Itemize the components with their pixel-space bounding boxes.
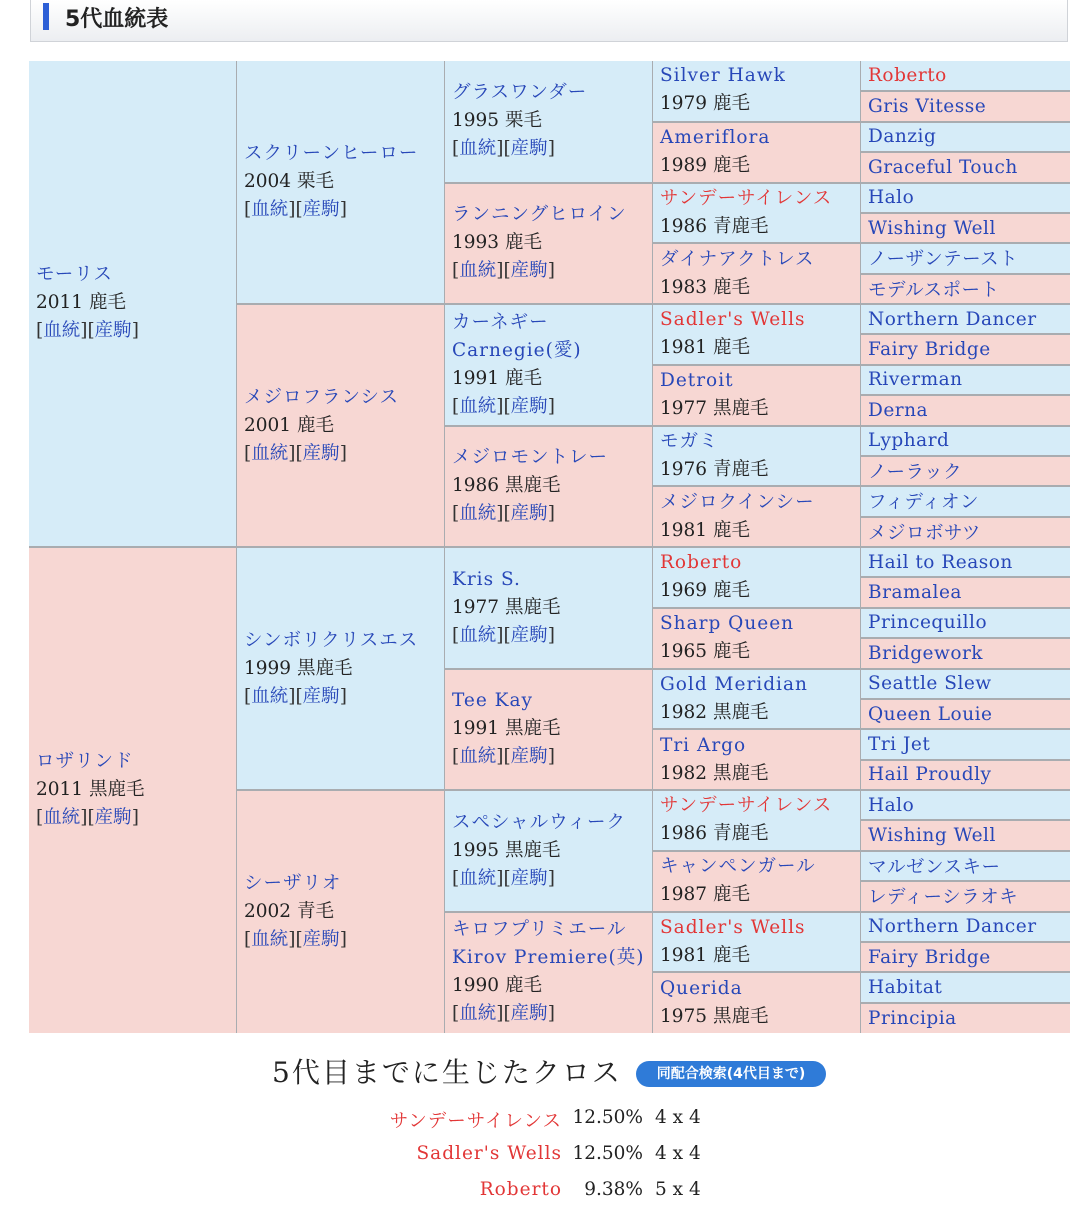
cross-generation: 4 x 4 [655, 1107, 701, 1128]
horse-name-link[interactable]: Sadler's Wells [660, 916, 806, 938]
pedigree-cell-gen5 [861, 487, 1070, 515]
horse-birth-color: 2001 鹿毛 [244, 414, 334, 436]
horse-name-link[interactable]: シンボリクリスエス [244, 629, 419, 651]
offspring-link[interactable]: 産駒 [510, 624, 548, 646]
pedigree-cell-gen5 [861, 548, 1070, 576]
horse-birth-color: 1999 黒鹿毛 [244, 657, 353, 679]
pedigree-cell-gen5 [861, 730, 1070, 758]
pedigree-cell-gen4 [653, 609, 860, 668]
horse-name-link[interactable]: モーリス [36, 264, 113, 285]
horse-links [244, 196, 440, 224]
horse-name-link[interactable]: Habitat [868, 976, 943, 998]
cross-row [0, 1179, 1088, 1207]
horse-name-link[interactable]: マルゼンスキー [868, 856, 1001, 878]
horse-name-link[interactable]: Danzig [868, 126, 937, 148]
horse-info [452, 687, 648, 771]
horse-name-link[interactable]: Seattle Slew [868, 673, 992, 695]
horse-name-link[interactable]: グラスワンダー [452, 81, 588, 103]
horse-name-link[interactable]: Lyphard [868, 430, 950, 452]
bracket: [ [452, 137, 460, 159]
pedigree-link[interactable]: 血統 [459, 503, 497, 525]
horse-birth-color: 1965 鹿毛 [660, 641, 750, 663]
cross-horse-name[interactable]: サンデーサイレンス [389, 1111, 562, 1132]
horse-name-link[interactable]: Bramalea [868, 582, 962, 604]
bracket: ][ [496, 867, 511, 889]
bracket: [ [244, 442, 252, 464]
pedigree-cell-gen4 [653, 366, 860, 425]
bracket: [ [452, 503, 460, 525]
pedigree-cell-gen5 [861, 153, 1070, 181]
pedigree-cell-gen5 [861, 821, 1070, 849]
horse-links [452, 500, 648, 528]
offspring-link[interactable]: 産駒 [302, 685, 340, 707]
pedigree-cell-gen4 [653, 244, 860, 303]
horse-links [452, 1000, 648, 1028]
horse-name-link[interactable]: Detroit [660, 370, 734, 392]
horse-name-link[interactable]: Halo [868, 794, 915, 816]
horse-birth-color: 1987 鹿毛 [660, 884, 750, 906]
horse-info [660, 975, 856, 1031]
bracket: ][ [496, 395, 511, 417]
pedigree-cell-gen5 [861, 244, 1070, 272]
offspring-link[interactable]: 産駒 [302, 198, 340, 220]
horse-birth-color: 2011 黒鹿毛 [36, 779, 145, 800]
horse-name-link[interactable]: Bridgework [868, 642, 984, 664]
horse-info [660, 185, 856, 241]
horse-name-link[interactable]: Derna [868, 399, 929, 421]
bracket: ] [547, 867, 555, 889]
horse-links [452, 257, 648, 285]
bracket: ][ [80, 807, 95, 828]
horse-birth-color: 1991 黒鹿毛 [452, 718, 561, 740]
horse-info [660, 671, 856, 727]
bracket: ][ [288, 928, 303, 950]
horse-birth-color: 1981 鹿毛 [660, 519, 750, 541]
pedigree-cell-gen4 [653, 184, 860, 243]
bracket: ] [339, 685, 347, 707]
offspring-link[interactable]: 産駒 [94, 807, 132, 828]
bracket: ][ [496, 503, 511, 525]
horse-name-link[interactable]: ランニングヒロイン [452, 204, 627, 226]
offspring-link[interactable]: 産駒 [510, 503, 548, 525]
pedigree-cell-gen5 [861, 214, 1070, 242]
horse-name-link[interactable]: Gold Meridian [660, 673, 808, 695]
horse-name-link[interactable]: Tri Argo [660, 734, 747, 756]
horse-birth-color: 1977 黒鹿毛 [660, 398, 769, 420]
horse-info [660, 489, 856, 545]
bracket: ] [339, 198, 347, 220]
pedigree-cell-gen5 [861, 396, 1070, 424]
bracket: ] [131, 320, 139, 341]
horse-info [660, 306, 856, 362]
horse-name-link[interactable]: ノーザンテースト [868, 249, 1019, 271]
horse-name-link[interactable]: Kris S. [452, 568, 521, 590]
pedigree-cell-gen2 [237, 305, 444, 546]
page-title: 5代血統表 [65, 7, 169, 32]
offspring-link[interactable]: 産駒 [510, 260, 548, 282]
pedigree-cell-gen5 [861, 518, 1070, 546]
horse-birth-color: 1986 黒鹿毛 [452, 475, 561, 497]
cross-percent: 9.38% [584, 1179, 643, 1200]
pedigree-link[interactable]: 血統 [43, 807, 81, 828]
pedigree-link[interactable]: 血統 [459, 137, 497, 159]
horse-links [244, 440, 440, 468]
cross-row [0, 1107, 1088, 1135]
horse-name-link[interactable]: ノーラック [868, 462, 963, 484]
horse-name-link[interactable]: Queen Louie [868, 703, 993, 725]
horse-info [36, 261, 232, 345]
horse-info [660, 853, 856, 909]
horse-birth-color: 1991 鹿毛 [452, 367, 542, 389]
pedigree-cell-gen3 [445, 791, 652, 911]
pedigree-cell-gen5 [861, 275, 1070, 303]
bracket: ][ [288, 442, 303, 464]
pedigree-cell-gen4 [653, 730, 860, 789]
bracket: ] [547, 503, 555, 525]
pedigree-cell-gen4 [653, 427, 860, 486]
horse-name-link[interactable]: Roberto [660, 552, 743, 574]
offspring-link[interactable]: 産駒 [510, 867, 548, 889]
horse-name-link[interactable]: Wishing Well [868, 217, 996, 239]
horse-info [36, 748, 232, 832]
bracket: [ [36, 320, 44, 341]
horse-birth-color: 1990 鹿毛 [452, 975, 542, 997]
pedigree-cell-gen5 [861, 913, 1070, 941]
bracket: ][ [288, 198, 303, 220]
horse-birth-color: 2004 栗毛 [244, 170, 334, 192]
pedigree-cell-gen5 [861, 852, 1070, 880]
horse-birth-color: 1993 鹿毛 [452, 232, 542, 254]
offspring-link[interactable]: 産駒 [302, 442, 340, 464]
horse-name-link[interactable]: ダイナアクトレス [660, 248, 815, 270]
same-breeding-search-button[interactable]: 同配合検索(4代目まで) [636, 1061, 826, 1087]
pedigree-cell-gen4 [653, 670, 860, 729]
horse-name-link[interactable]: Sadler's Wells [660, 309, 806, 331]
horse-name-link[interactable]: Northern Dancer [868, 308, 1037, 330]
horse-info [660, 124, 856, 180]
bracket: [ [244, 198, 252, 220]
cross-horse-name[interactable]: Roberto [479, 1179, 562, 1200]
horse-info [452, 79, 648, 163]
horse-name-link[interactable]: キロフプリミエール [452, 919, 627, 941]
pedigree-cell-gen1 [29, 548, 236, 1033]
bracket: ] [547, 260, 555, 282]
horse-name-link[interactable]: Graceful Touch [868, 156, 1018, 178]
pedigree-cell-gen5 [861, 943, 1070, 971]
horse-name-link[interactable]: モガミ [660, 430, 719, 452]
horse-links [36, 804, 232, 832]
pedigree-link[interactable]: 血統 [459, 1003, 497, 1025]
horse-birth-color: 1977 黒鹿毛 [452, 596, 561, 618]
horse-info [660, 367, 856, 423]
horse-links [244, 926, 440, 954]
pedigree-cell-gen5 [861, 92, 1070, 120]
horse-name-link[interactable]: レディーシラオキ [868, 887, 1019, 909]
bracket: ][ [496, 260, 511, 282]
horse-name-link[interactable]: スペシャルウィーク [452, 811, 627, 833]
bracket: ] [339, 928, 347, 950]
horse-name-link[interactable]: Gris Vitesse [868, 96, 987, 118]
horse-name-link[interactable]: モデルスポート [868, 279, 1000, 301]
pedigree-cell-gen5 [861, 427, 1070, 455]
bracket: ][ [496, 624, 511, 646]
pedigree-cell-gen5 [861, 366, 1070, 394]
horse-info [660, 62, 856, 118]
pedigree-cell-gen5 [861, 639, 1070, 667]
pedigree-cell-gen1 [29, 61, 236, 546]
pedigree-cell-gen5 [861, 305, 1070, 333]
horse-name-en-link[interactable]: Carnegie(愛) [452, 339, 582, 361]
horse-info [452, 309, 648, 421]
horse-name-link[interactable]: カーネギー [452, 311, 549, 333]
horse-links [244, 683, 440, 711]
pedigree-cell-gen5 [861, 123, 1070, 151]
bracket: ][ [496, 137, 511, 159]
pedigree-cell-gen3 [445, 548, 652, 668]
horse-name-link[interactable]: ロザリンド [36, 751, 134, 772]
horse-info [244, 384, 440, 468]
horse-info [660, 792, 856, 848]
horse-birth-color: 2011 鹿毛 [36, 292, 126, 313]
pedigree-link[interactable]: 血統 [251, 928, 289, 950]
bracket: [ [452, 395, 460, 417]
cross-percent: 12.50% [572, 1107, 643, 1128]
pedigree-link[interactable]: 血統 [459, 746, 497, 768]
pedigree-cell-gen5 [861, 335, 1070, 363]
horse-birth-color: 1983 鹿毛 [660, 276, 750, 298]
pedigree-link[interactable]: 血統 [459, 260, 497, 282]
cross-title: 5代目までに生じたクロス [272, 1056, 622, 1089]
horse-info [660, 246, 856, 302]
pedigree-cell-gen5 [861, 791, 1070, 819]
bracket: [ [244, 928, 252, 950]
pedigree-cell-gen5 [861, 670, 1070, 698]
horse-birth-color: 1982 黒鹿毛 [660, 701, 769, 723]
horse-links [452, 622, 648, 650]
cross-percent: 12.50% [572, 1143, 643, 1164]
cross-generation: 4 x 4 [655, 1143, 701, 1164]
pedigree-cell-gen3 [445, 913, 652, 1034]
horse-name-link[interactable]: メジロクインシー [660, 491, 815, 513]
horse-links [36, 317, 232, 345]
bracket: [ [36, 807, 44, 828]
horse-birth-color: 1986 青鹿毛 [660, 215, 769, 237]
horse-name-link[interactable]: メジロボサツ [868, 522, 981, 544]
offspring-link[interactable]: 産駒 [510, 395, 548, 417]
offspring-link[interactable]: 産駒 [94, 320, 132, 341]
horse-name-link[interactable]: スクリーンヒーロー [244, 142, 419, 164]
horse-name-link[interactable]: Ameriflora [660, 127, 771, 149]
bracket: ][ [80, 320, 95, 341]
pedigree-cell-gen5 [861, 578, 1070, 606]
pedigree-cell-gen2 [237, 548, 444, 789]
offspring-link[interactable]: 産駒 [302, 928, 340, 950]
horse-info [660, 914, 856, 970]
pedigree-cell-gen3 [445, 670, 652, 790]
horse-name-link[interactable]: Fairy Bridge [868, 339, 991, 361]
bracket: ] [547, 395, 555, 417]
horse-name-link[interactable]: Silver Hawk [660, 65, 786, 87]
horse-birth-color: 1969 鹿毛 [660, 580, 750, 602]
pedigree-cell-gen5 [861, 457, 1070, 485]
cross-row [0, 1143, 1088, 1171]
pedigree-cell-gen4 [653, 61, 860, 121]
cross-generation: 5 x 4 [655, 1179, 701, 1200]
horse-name-link[interactable]: フィディオン [868, 492, 980, 514]
pedigree-link[interactable]: 血統 [43, 320, 81, 341]
section-header [30, 0, 1068, 42]
pedigree-link[interactable]: 血統 [251, 442, 289, 464]
horse-birth-color: 1995 黒鹿毛 [452, 839, 561, 861]
pedigree-table [29, 61, 1070, 1033]
horse-info [452, 444, 648, 528]
horse-name-link[interactable]: Princequillo [868, 612, 988, 634]
horse-birth-color: 1989 鹿毛 [660, 155, 750, 177]
horse-name-link[interactable]: Northern Dancer [868, 916, 1037, 938]
pedigree-cell-gen5 [861, 184, 1070, 212]
horse-links [452, 393, 648, 421]
bracket: [ [452, 1003, 460, 1025]
bracket: ] [547, 746, 555, 768]
horse-name-link[interactable]: メジロフランシス [244, 386, 399, 408]
bracket: ][ [288, 685, 303, 707]
horse-name-link[interactable]: キャンペンガール [660, 856, 816, 878]
bracket: [ [452, 867, 460, 889]
pedigree-cell-gen2 [237, 61, 444, 303]
horse-birth-color: 1979 鹿毛 [660, 93, 750, 115]
horse-birth-color: 1981 鹿毛 [660, 337, 750, 359]
horse-name-link[interactable]: サンデーサイレンス [660, 187, 833, 209]
horse-name-link[interactable]: Riverman [868, 369, 963, 391]
bracket: ] [131, 807, 139, 828]
horse-name-link[interactable]: Roberto [868, 65, 947, 87]
pedigree-cell-gen5 [861, 882, 1070, 910]
horse-links [452, 743, 648, 771]
bracket: ] [547, 624, 555, 646]
horse-info [452, 809, 648, 893]
horse-name-link[interactable]: Tee Kay [452, 690, 533, 712]
bracket: ][ [496, 746, 511, 768]
pedigree-cell-gen5 [861, 761, 1070, 789]
horse-info [660, 610, 856, 666]
horse-info [452, 201, 648, 285]
bracket: ][ [496, 1003, 511, 1025]
horse-birth-color: 1995 栗毛 [452, 109, 542, 131]
horse-info [452, 916, 648, 1028]
pedigree-cell-gen5 [861, 609, 1070, 637]
pedigree-cell-gen5 [861, 700, 1070, 728]
horse-name-en-link[interactable]: Kirov Premiere(英) [452, 947, 645, 969]
pedigree-cell-gen5 [861, 1004, 1070, 1033]
pedigree-cell-gen3 [445, 61, 652, 182]
horse-name-link[interactable]: Hail to Reason [868, 551, 1013, 573]
pedigree-cell-gen3 [445, 427, 652, 547]
bracket: ] [339, 442, 347, 464]
horse-name-link[interactable]: Fairy Bridge [868, 946, 991, 968]
horse-name-link[interactable]: Principia [868, 1007, 957, 1029]
horse-info [660, 428, 856, 484]
horse-info [244, 870, 440, 954]
horse-info [660, 549, 856, 605]
horse-birth-color: 2002 青毛 [244, 900, 334, 922]
horse-name-link[interactable]: Halo [868, 187, 915, 209]
pedigree-cell-gen4 [653, 123, 860, 182]
horse-name-link[interactable]: メジロモントレー [452, 447, 609, 469]
pedigree-cell-gen3 [445, 184, 652, 304]
horse-birth-color: 1975 黒鹿毛 [660, 1005, 769, 1027]
pedigree-cell-gen4 [653, 548, 860, 607]
offspring-link[interactable]: 産駒 [510, 137, 548, 159]
horse-name-link[interactable]: Tri Jet [868, 733, 931, 755]
horse-links [452, 865, 648, 893]
horse-birth-color: 1976 青鹿毛 [660, 458, 769, 480]
pedigree-cell-gen3 [445, 305, 652, 425]
horse-info [244, 140, 440, 224]
bracket: [ [452, 624, 460, 646]
horse-name-link[interactable]: Wishing Well [868, 825, 996, 847]
bracket: ] [547, 137, 555, 159]
pedigree-cell-gen4 [653, 913, 860, 972]
horse-links [452, 135, 648, 163]
header-accent-bar [43, 3, 49, 30]
pedigree-cell-gen4 [653, 305, 860, 364]
horse-birth-color: 1981 鹿毛 [660, 944, 750, 966]
pedigree-link[interactable]: 血統 [251, 685, 289, 707]
pedigree-link[interactable]: 血統 [459, 867, 497, 889]
pedigree-cell-gen5 [861, 973, 1070, 1001]
pedigree-cell-gen4 [653, 487, 860, 546]
horse-info [452, 566, 648, 650]
pedigree-cell-gen5 [861, 61, 1070, 90]
pedigree-cell-gen4 [653, 852, 860, 911]
pedigree-cell-gen4 [653, 791, 860, 850]
horse-info [660, 732, 856, 788]
pedigree-cell-gen4 [653, 973, 860, 1033]
horse-name-link[interactable]: Querida [660, 977, 743, 999]
pedigree-cell-gen2 [237, 791, 444, 1033]
pedigree-link[interactable]: 血統 [251, 198, 289, 220]
bracket: ] [547, 1003, 555, 1025]
horse-name-link[interactable]: Sharp Queen [660, 613, 795, 635]
horse-name-link[interactable]: シーザリオ [244, 872, 342, 894]
bracket: [ [244, 685, 252, 707]
horse-name-link[interactable]: Hail Proudly [868, 764, 992, 786]
pedigree-link[interactable]: 血統 [459, 395, 497, 417]
offspring-link[interactable]: 産駒 [510, 1003, 548, 1025]
pedigree-link[interactable]: 血統 [459, 624, 497, 646]
bracket: [ [452, 260, 460, 282]
bracket: [ [452, 746, 460, 768]
horse-name-link[interactable]: サンデーサイレンス [660, 795, 833, 817]
horse-birth-color: 1982 黒鹿毛 [660, 762, 769, 784]
horse-birth-color: 1986 青鹿毛 [660, 823, 769, 845]
horse-info [244, 627, 440, 711]
cross-horse-name[interactable]: Sadler's Wells [416, 1143, 562, 1164]
offspring-link[interactable]: 産駒 [510, 746, 548, 768]
